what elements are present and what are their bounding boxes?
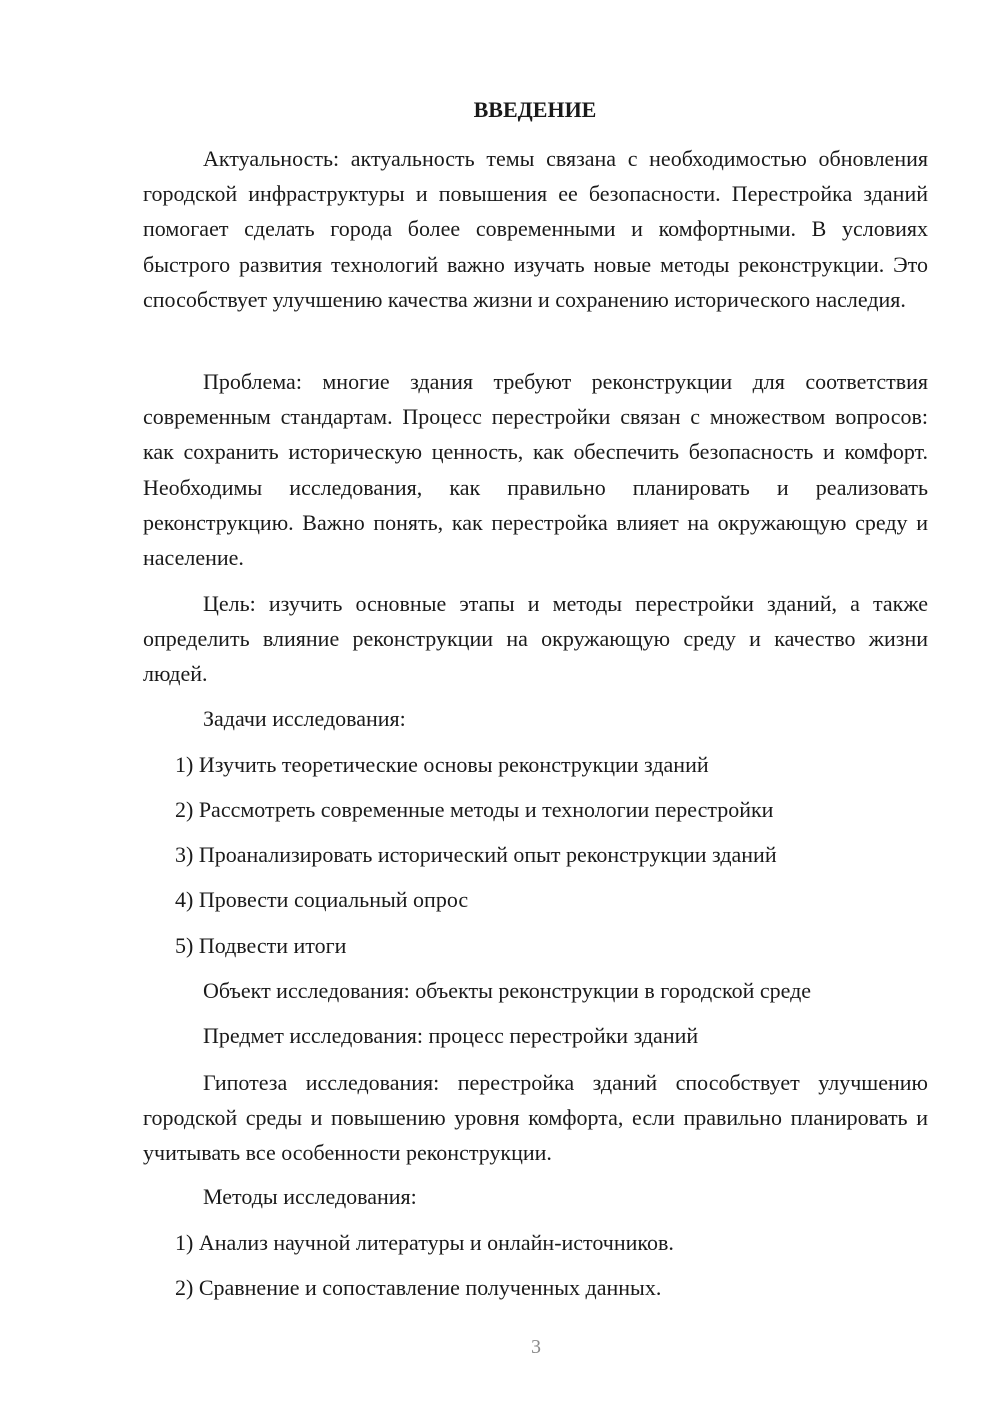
page-title: ВВЕДЕНИЕ [473, 97, 597, 122]
goal-paragraph: Цель: изучить основные этапы и методы перестройки зданий, а также определить влияние реконструкции на окружающую среду и качество жизни людей. [143, 591, 928, 687]
page-number: 3 [531, 1336, 541, 1358]
tasks-heading: Задачи исследования: [203, 706, 406, 731]
task-item: 1) Изучить теоретические основы реконструкции зданий [175, 752, 709, 777]
subject-line: Предмет исследования: процесс перестройки зданий [203, 1023, 699, 1048]
task-item: 2) Рассмотреть современные методы и технологии перестройки [175, 797, 774, 822]
task-item: 4) Провести социальный опрос [175, 887, 469, 912]
task-item: 5) Подвести итоги [175, 933, 347, 958]
task-item: 3) Проанализировать исторический опыт реконструкции зданий [175, 842, 777, 867]
object-line: Объект исследования: объекты реконструкции в городской среде [203, 978, 812, 1003]
method-item: 2) Сравнение и сопоставление полученных данных. [175, 1275, 662, 1300]
methods-heading: Методы исследования: [203, 1184, 417, 1209]
method-item: 1) Анализ научной литературы и онлайн-источников. [175, 1230, 674, 1255]
problem-paragraph: Проблема: многие здания требуют реконструкции для соответствия современным стандартам. Процесс перестройки связан с множеством вопросов: как сохранить историческую ценность, как обеспечить безопасность и комфорт. Необходимы исследования, как правильно планировать и реализовать реконструкцию. Важно понять, как перестройка влияет на окружающую среду и население. [143, 369, 928, 571]
relevance-paragraph: Актуальность: актуальность темы связана с необходимостью обновления городской инфраструктуры и повышения ее безопасности. Перестройка зданий помогает сделать города более современными и комфортными. В условиях быстрого развития технологий важно изучать новые методы реконструкции. Это способствует улучшению качества жизни и сохранению исторического наследия. [143, 146, 928, 312]
hypothesis-paragraph: Гипотеза исследования: перестройка зданий способствует улучшению городской среды и повышению уровня комфорта, если правильно планировать и учитывать все особенности реконструкции. [143, 1070, 928, 1166]
